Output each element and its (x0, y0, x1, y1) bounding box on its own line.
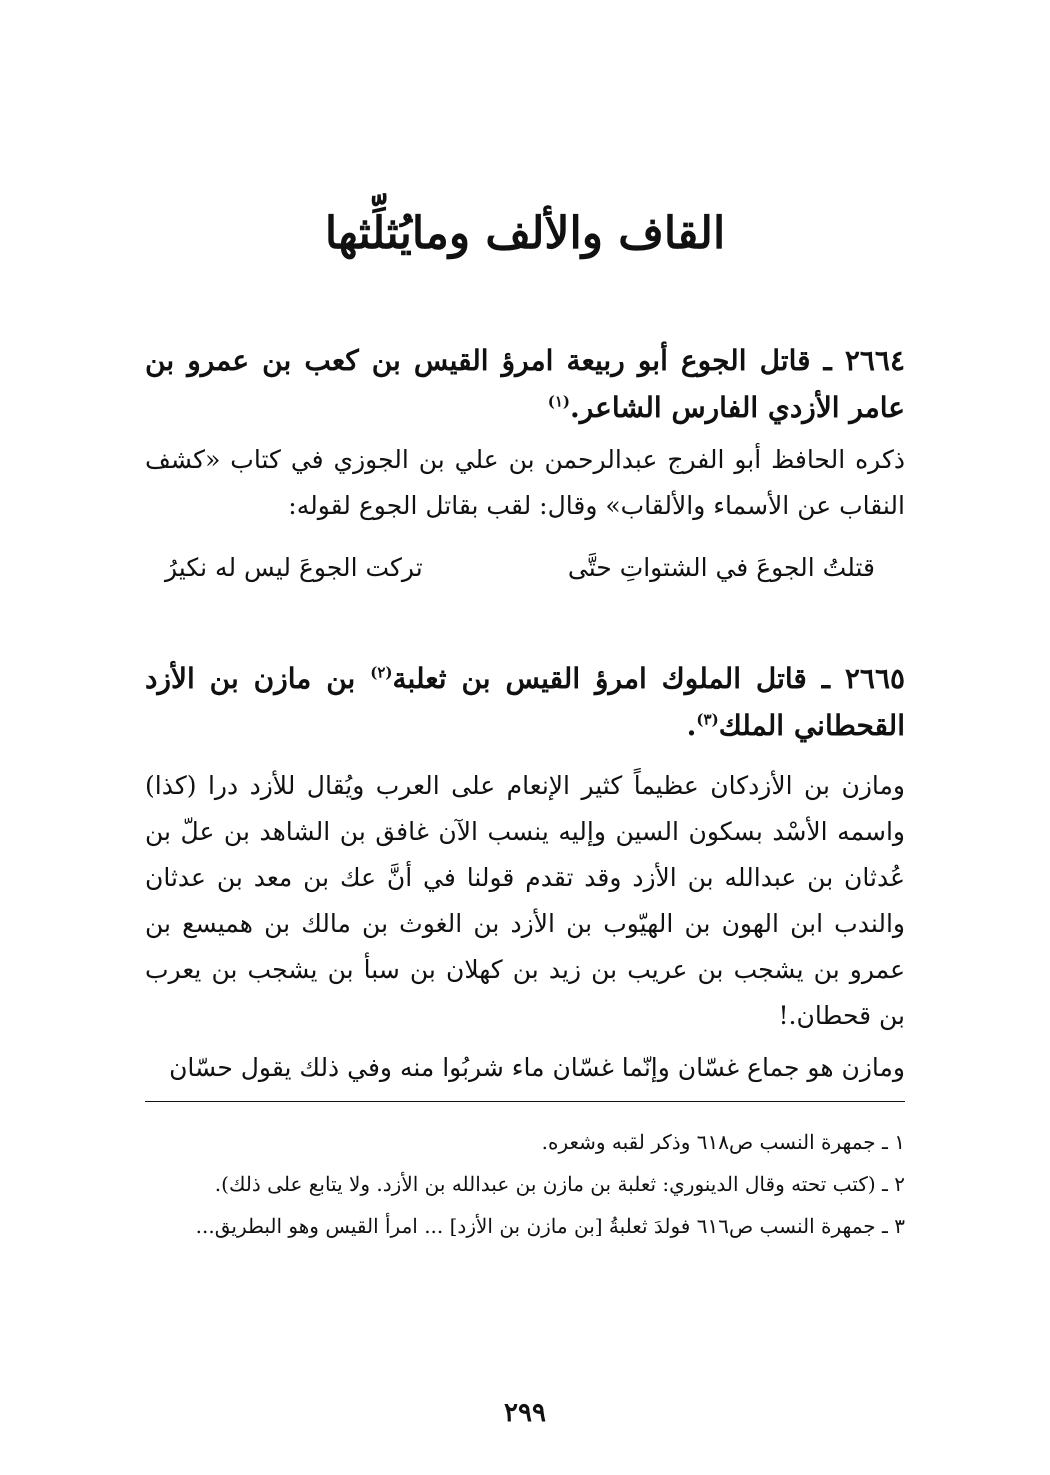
poem-verse (165, 545, 875, 591)
verse-second-hemistich: تركت الجوعَ ليس له نكيرُ (165, 553, 423, 582)
footnote-item: ١ ـ جمهرة النسب ص٦١٨ وذكر لقبه وشعره. (541, 1130, 905, 1154)
footnote-item: ٢ ـ (كتب تحته وقال الدينوري: ثعلبة بن مازن بن عبدالله بن الأزد. ولا يتابع على ذلك). (214, 1172, 905, 1196)
page-number: ٢٩٩ (504, 1398, 546, 1428)
entry-paragraph: ومازن هو جماع غسّان وإنّما غسّان ماء شربُوا منه وفي ذلك يقول حسّان (169, 1053, 905, 1082)
footnote-divider (145, 1101, 905, 1102)
entry-heading-text: بن مازن بن الأزد القحطاني الملك (145, 662, 905, 742)
chapter-title: القاف والألف ومايُثلِّثها (324, 208, 726, 259)
entry-heading-end: . (686, 709, 697, 742)
entry-body: ذكره الحافظ أبو الفرج عبدالرحمن بن علي بن الجوزي في كتاب «كشف النقاب عن الأسماء والألقاب» وقال: لقب بقاتل الجوع لقوله: (145, 445, 905, 520)
entry-2665 (145, 655, 905, 1091)
entry-heading-text: ٢٦٦٤ ـ قاتل الجوع أبو ربيعة امرؤ القيس بن كعب بن عمرو بن عامر الأزدي الفارس الشاعر. (145, 344, 905, 424)
footnote-ref[interactable]: (٢) (370, 663, 393, 682)
footnotes (145, 1123, 905, 1249)
footnote-ref[interactable]: (١) (547, 392, 570, 411)
footnote-ref[interactable]: (٣) (696, 710, 719, 729)
entry-heading (145, 655, 905, 749)
verse-first-hemistich: قتلتُ الجوعَ في الشتواتِ حتَّى (567, 553, 875, 582)
entry-heading-text: ٢٦٦٥ ـ قاتل الملوك امرؤ القيس بن ثعلبة (392, 662, 906, 695)
entry-paragraph: ومازن بن الأزدكان عظيماً كثير الإنعام على العرب ويُقال للأزد درا (كذا) واسمه الأسْد بسكون السين وإليه ينسب الآن غافق بن الشاهد بن علّ بن عُدثان بن عبدالله بن الأزد وقد تقدم قولنا في أنَّ عك بن معد بن عدثان والندب ابن الهون بن الهيّوب بن الأزد بن الغوث بن مالك بن هميسع بن عمرو بن يشجب بن عريب بن زيد بن كهلان بن سبأ بن يشجب بن يعرب بن قحطان.! (145, 771, 905, 1030)
footnote-item: ٣ ـ جمهرة النسب ص٦١٦ فولدَ ثعلبةُ [بن مازن بن الأزد] ... امرأ القيس وهو البطريق... (195, 1214, 905, 1238)
entry-2664 (145, 337, 905, 529)
entry-heading (145, 337, 905, 431)
